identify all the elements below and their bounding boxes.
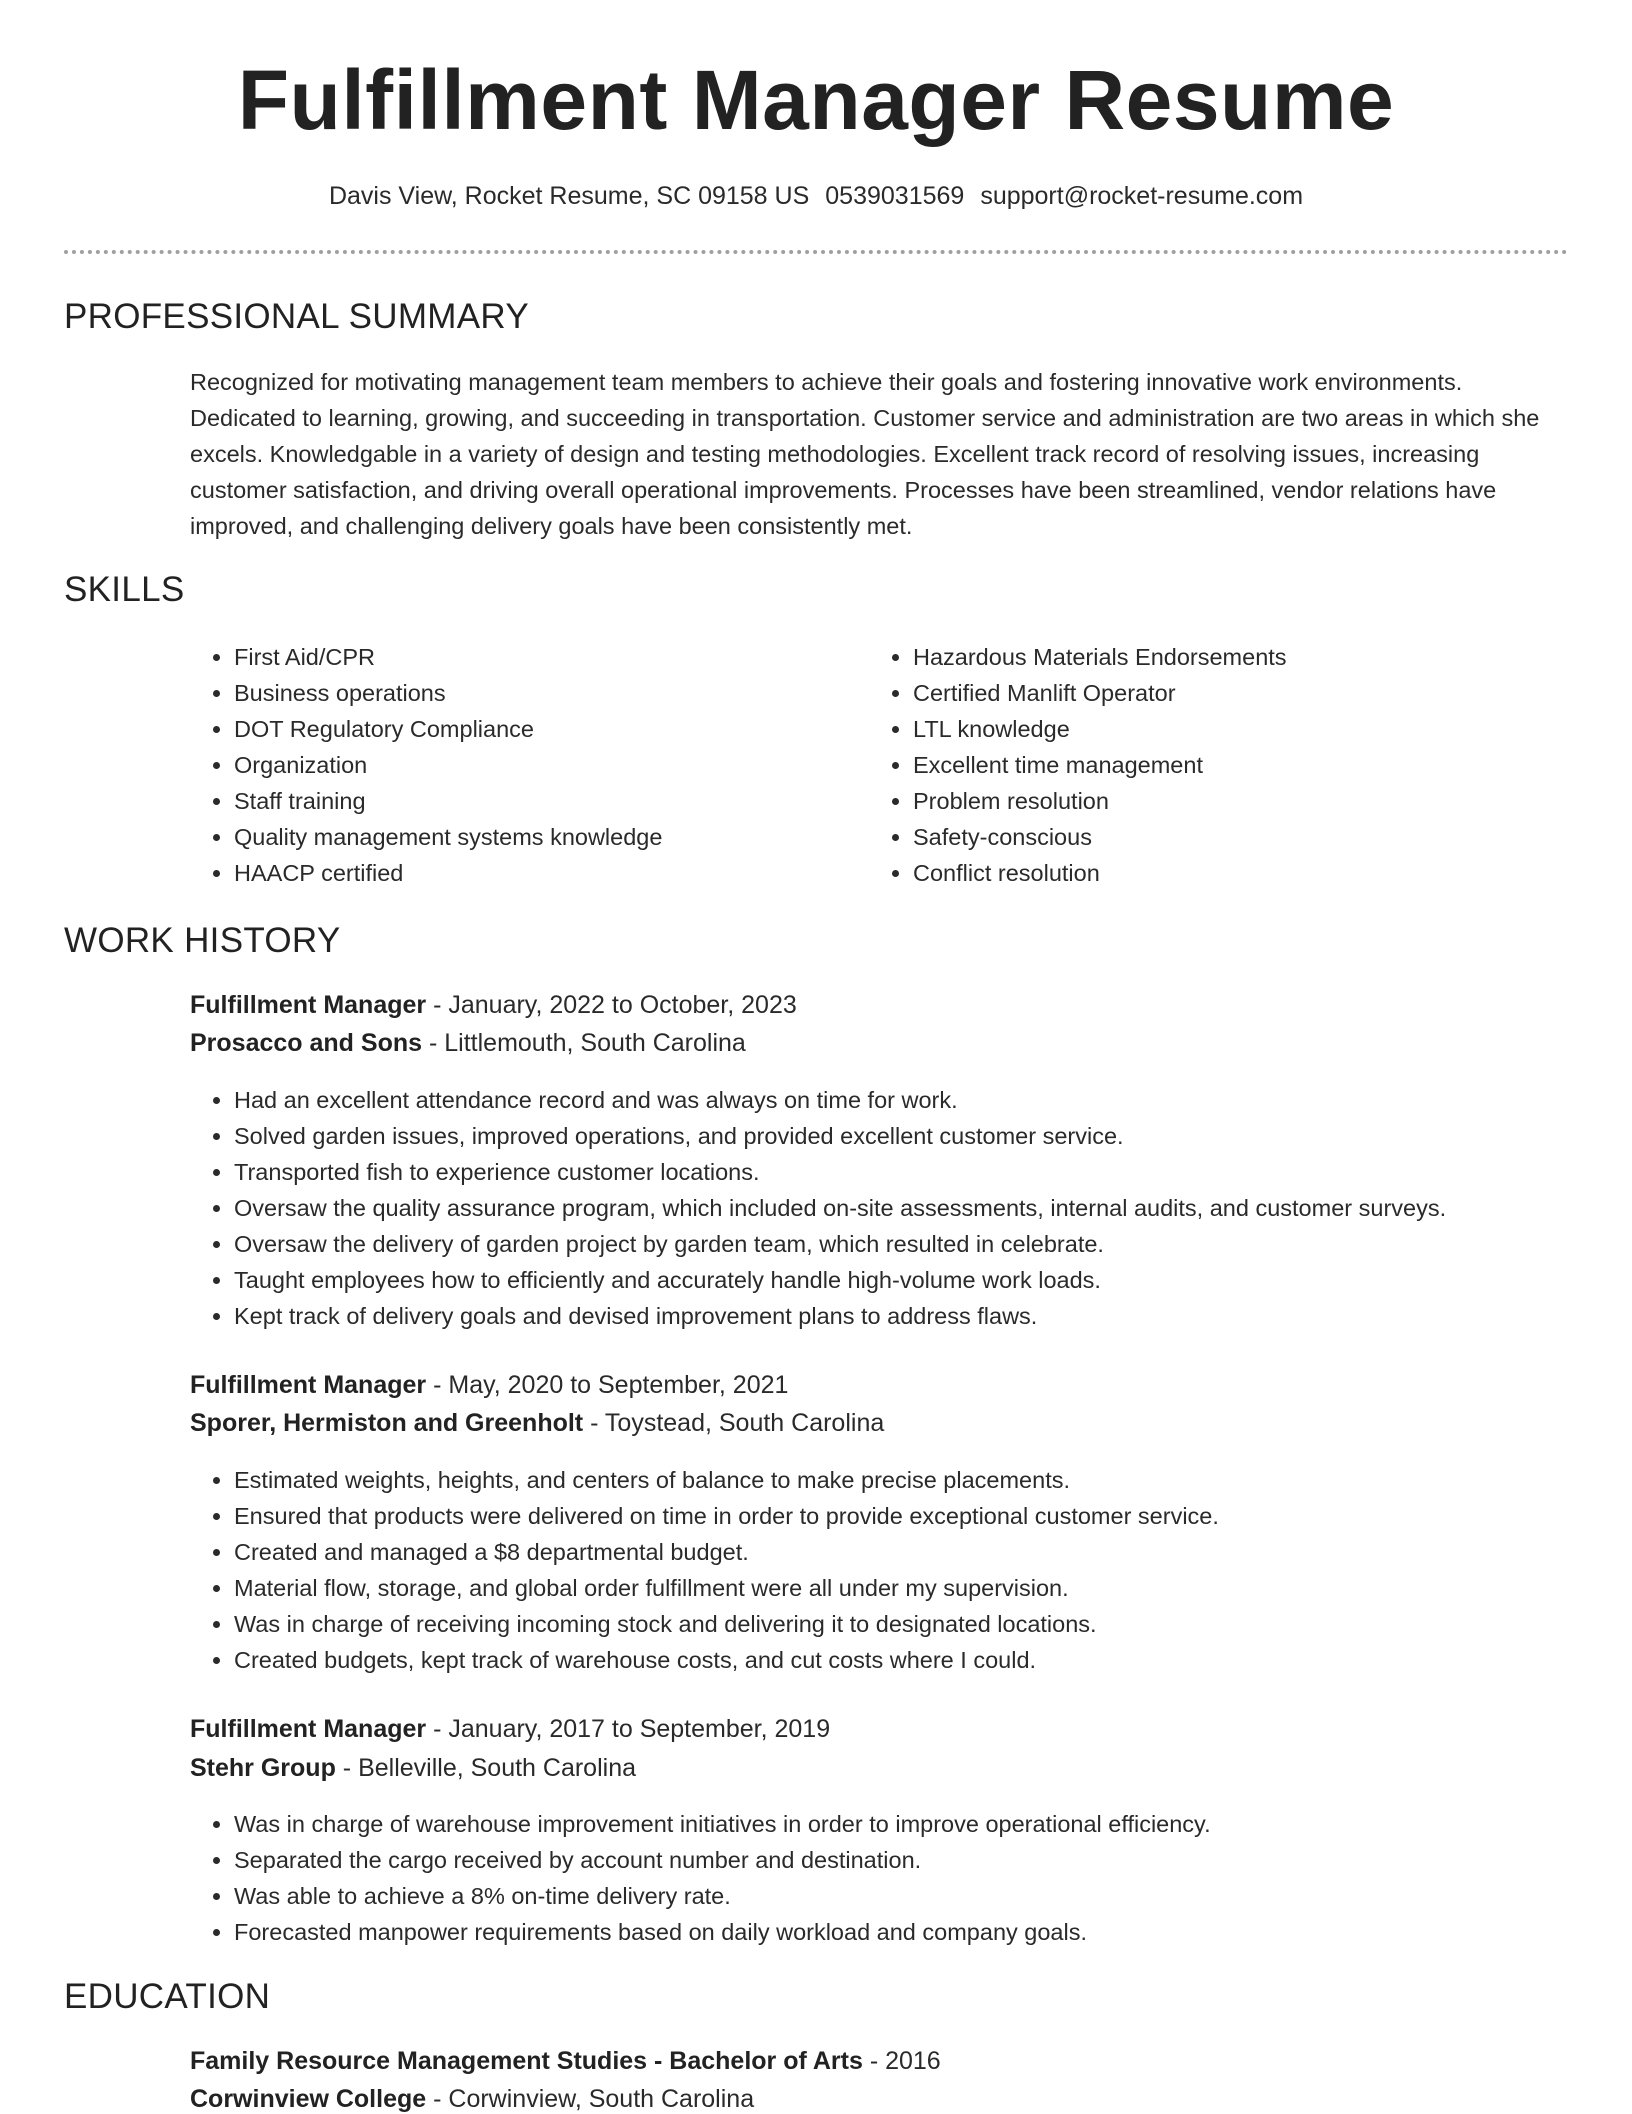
job-company-line — [190, 1029, 746, 1058]
job-bullets — [190, 1462, 1614, 1678]
job-bullet: • Solved garden issues, improved operations, and provided excellent customer service. — [234, 1118, 1614, 1154]
job-title-line — [190, 1371, 788, 1400]
education-year: - 2016 — [869, 2047, 941, 2075]
job-bullet: • Separated the cargo received by account number and destination. — [234, 1842, 1614, 1878]
skill-item: • Hazardous Materials Endorsements — [913, 639, 1563, 675]
job-bullet: • Forecasted manpower requirements based on daily workload and company goals. — [234, 1914, 1614, 1950]
education-degree: Family Resource Management Studies - Bachelor of Arts — [190, 2047, 863, 2075]
contact-line — [0, 182, 1632, 211]
job-title-line — [190, 1715, 830, 1744]
job-bullet: • Kept track of delivery goals and devised improvement plans to address flaws. — [234, 1298, 1614, 1334]
job-title: Fulfillment Manager — [190, 991, 427, 1019]
job-company: Stehr Group — [190, 1754, 336, 1782]
job-bullet: • Created budgets, kept track of warehouse costs, and cut costs where I could. — [234, 1642, 1614, 1678]
education-school: Corwinview College — [190, 2085, 427, 2113]
skill-item: • First Aid/CPR — [234, 639, 854, 675]
job-bullet: • Created and managed a $8 departmental budget. — [234, 1534, 1614, 1570]
skill-item: • DOT Regulatory Compliance — [234, 711, 854, 747]
job-bullet: • Estimated weights, heights, and centers of balance to make precise placements. — [234, 1462, 1614, 1498]
education-location: - Corwinview, South Carolina — [433, 2085, 755, 2113]
summary-text: Recognized for motivating management team members to achieve their goals and fostering innovative work environments. Dedicated to learning, growing, and succeeding in transportation. Customer service and administration are two areas in which she excels. Knowledgable in a variety of design and testing methodologies. Excellent track record of resolving issues, increasing customer satisfaction, and driving overall operational improvements. Processes have been streamlined, vendor relations have improved, and challenging delivery goals have been consistently met. — [190, 369, 1540, 539]
skill-item: • LTL knowledge — [913, 711, 1563, 747]
job-bullets — [190, 1082, 1614, 1334]
skill-item: • Problem resolution — [913, 783, 1563, 819]
job-bullet: • Oversaw the delivery of garden project by garden team, which resulted in celebrate. — [234, 1226, 1614, 1262]
job-dates: - May, 2020 to September, 2021 — [433, 1371, 789, 1399]
work-history-heading: WORK HISTORY — [64, 921, 341, 960]
skill-item: • Staff training — [234, 783, 854, 819]
job-dates: - January, 2022 to October, 2023 — [433, 991, 797, 1019]
job-bullet: • Was able to achieve a 8% on-time delivery rate. — [234, 1878, 1614, 1914]
job-bullet: • Had an excellent attendance record and was always on time for work. — [234, 1082, 1614, 1118]
job-bullet: • Ensured that products were delivered on time in order to provide exceptional customer service. — [234, 1498, 1614, 1534]
job-bullet: • Transported fish to experience customer locations. — [234, 1154, 1614, 1190]
job-company-line — [190, 1754, 636, 1783]
skills-list-right — [869, 639, 1563, 891]
skill-item: • Quality management systems knowledge — [234, 819, 854, 855]
job-bullet: • Taught employees how to efficiently and accurately handle high-volume work loads. — [234, 1262, 1614, 1298]
job-company: Prosacco and Sons — [190, 1029, 423, 1057]
job-bullet: • Material flow, storage, and global order fulfillment were all under my supervision. — [234, 1570, 1614, 1606]
job-dates: - January, 2017 to September, 2019 — [433, 1715, 831, 1743]
summary-heading: PROFESSIONAL SUMMARY — [64, 297, 529, 336]
skill-item: • Business operations — [234, 675, 854, 711]
skill-item: • Safety-conscious — [913, 819, 1563, 855]
skill-item: • HAACP certified — [234, 855, 854, 891]
job-title: Fulfillment Manager — [190, 1371, 427, 1399]
skills-list-left — [190, 639, 854, 891]
job-bullet: • Was in charge of warehouse improvement initiatives in order to improve operational efficiency. — [234, 1806, 1614, 1842]
education-heading: EDUCATION — [64, 1977, 271, 2016]
skills-heading: SKILLS — [64, 570, 185, 609]
job-title-line — [190, 991, 797, 1020]
skill-item: • Excellent time management — [913, 747, 1563, 783]
education-school-line — [190, 2085, 754, 2114]
header-divider — [64, 250, 1568, 254]
job-company-line — [190, 1409, 884, 1438]
job-title: Fulfillment Manager — [190, 1715, 427, 1743]
contact-phone: 0539031569 — [825, 182, 965, 210]
job-location: - Littlemouth, South Carolina — [428, 1029, 746, 1057]
skill-item: • Organization — [234, 747, 854, 783]
education-degree-line — [190, 2047, 941, 2076]
contact-email: support@rocket-resume.com — [980, 182, 1304, 210]
job-bullet: • Was in charge of receiving incoming stock and delivering it to designated locations. — [234, 1606, 1614, 1642]
skill-item: • Conflict resolution — [913, 855, 1563, 891]
resume-title: Fulfillment Manager Resume — [237, 53, 1395, 147]
job-location: - Toystead, South Carolina — [590, 1409, 885, 1437]
job-bullets — [190, 1806, 1614, 1950]
job-location: - Belleville, South Carolina — [342, 1754, 636, 1782]
job-bullet: • Oversaw the quality assurance program, which included on-site assessments, internal audits, and customer surveys. — [234, 1190, 1614, 1226]
skill-item: • Certified Manlift Operator — [913, 675, 1563, 711]
job-company: Sporer, Hermiston and Greenholt — [190, 1409, 584, 1437]
contact-address: Davis View, Rocket Resume, SC 09158 US — [328, 182, 810, 210]
